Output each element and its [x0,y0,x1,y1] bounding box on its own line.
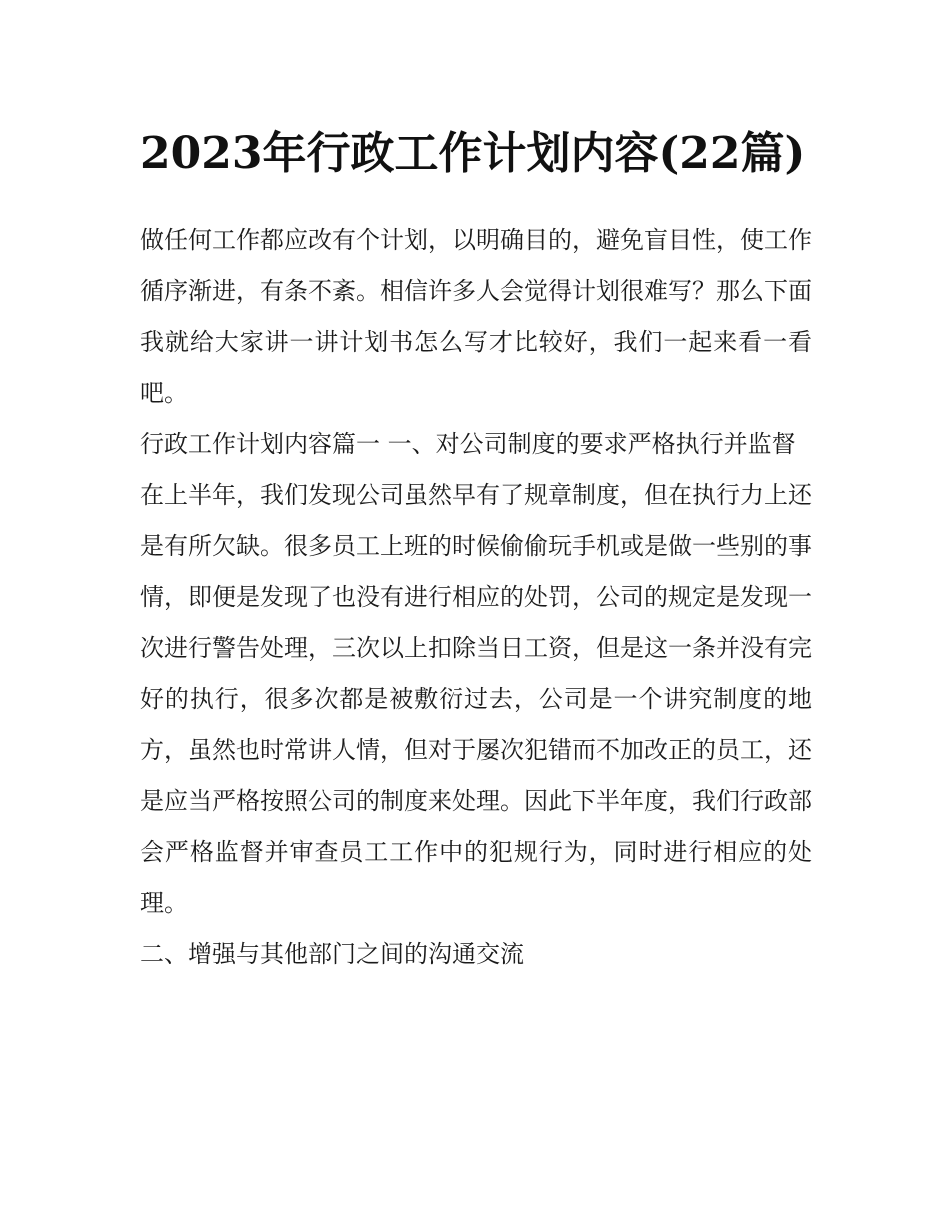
document-page [140,118,812,980]
intro-paragraph: 做任何工作都应改有个计划，以明确目的，避免盲目性，使工作循序渐进，有条不紊。相信许多人会觉得计划很难写？那么下面我就给大家讲一讲计划书怎么写才比较好，我们一起来看一看吧。 [140,226,812,407]
document-title: 2023年行政工作计划内容(22篇) [140,128,806,179]
title-spacer [140,190,812,215]
section-heading: 行政工作计划内容篇一 一、对公司制度的要求严格执行并监督 [140,430,796,458]
subheading-2: 二、增强与其他部门之间的沟通交流 [140,940,524,968]
body-paragraph: 在上半年，我们发现公司虽然早有了规章制度，但在执行力上还是有所欠缺。很多员工上班的时候偷偷玩手机或是做一些别的事情，即便是发现了也没有进行相应的处罚，公司的规定是发现一次进行警告处理，三次以上扣除当日工资，但是这一条并没有完好的执行，很多次都是被敷衍过去，公司是一个讲究制度的地方，虽然也时常讲人情，但对于屡次犯错而不加改正的员工，还是应当严格按照公司的制度来处理。因此下半年度，我们行政部会严格监督并审查员工工作中的犯规行为，同时进行相应的处理。 [140,481,812,917]
